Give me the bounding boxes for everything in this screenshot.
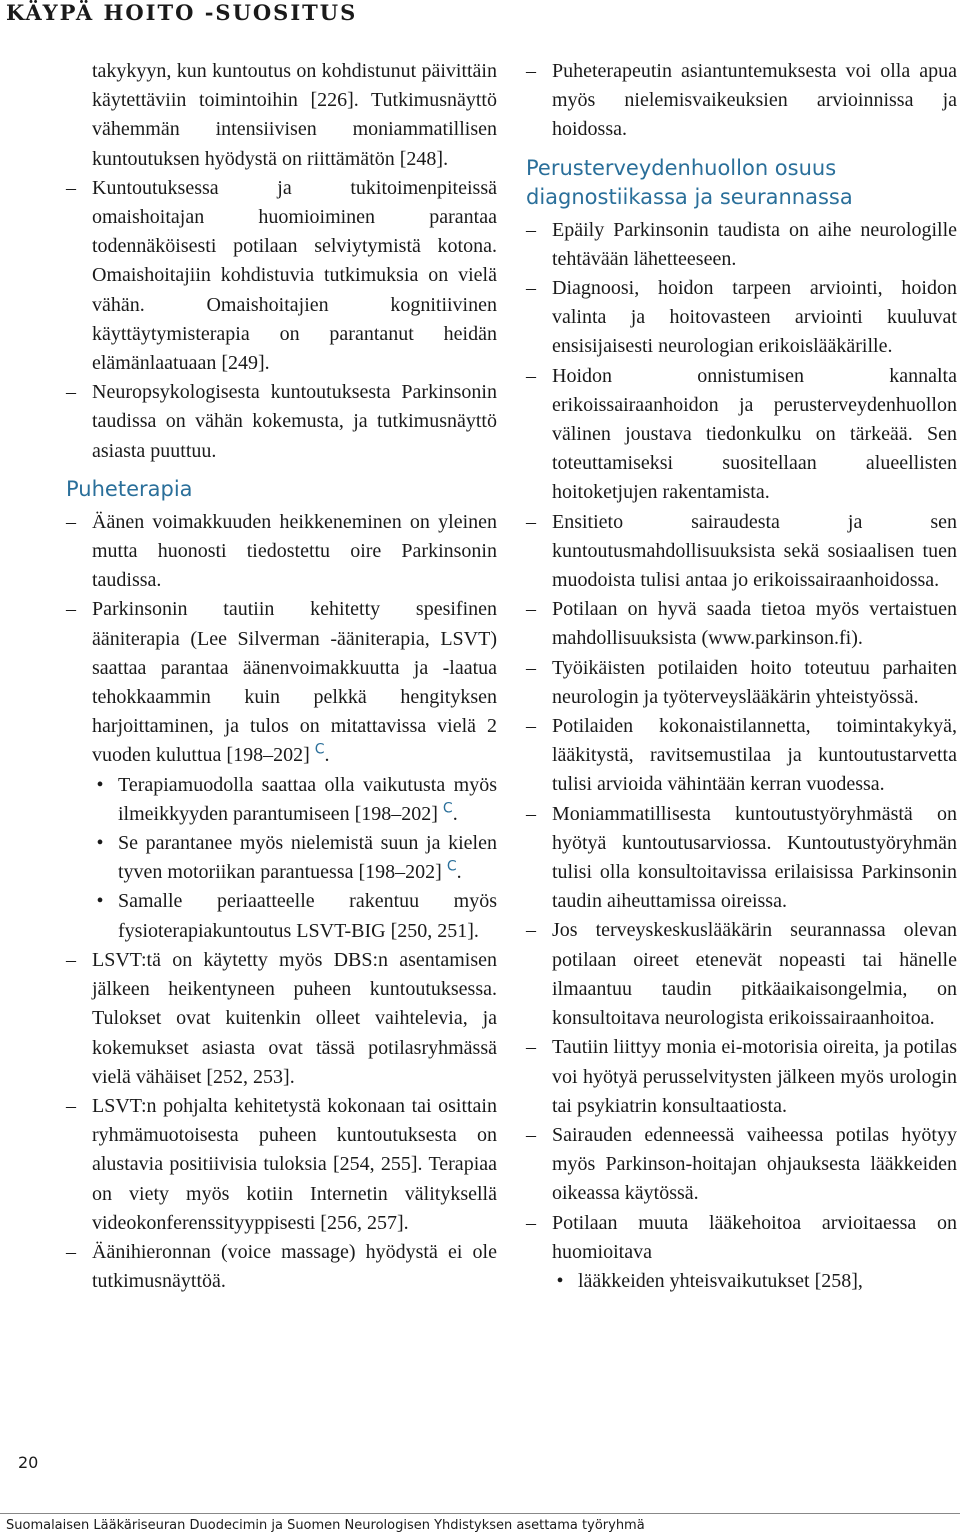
bullet-marker: • (96, 890, 104, 913)
period: . (452, 802, 458, 825)
list-item (526, 712, 957, 800)
list-item (526, 1121, 957, 1209)
sub-list-item (96, 887, 497, 945)
list-item (526, 216, 957, 274)
dash-marker: – (66, 948, 76, 971)
dash-marker: – (526, 802, 536, 825)
dash-marker: – (526, 510, 536, 533)
list-item-text: Kuntoutuksessa ja tukitoimenpiteissä omaishoitajan huomioiminen parantaa todennäköisesti potilaan selviytymistä kotona. Omaishoitajiin kohdistuvia tutkimuksia on vielä vähän. Omaishoitajien kognitiivinen käyttäytymisterapia on parantanut heidän elämänlaatuaan [249]. (92, 176, 497, 375)
list-item-text: Potilaan on hyvä saada tietoa myös vertaistuen mahdollisuuksista (www.parkinson.fi). (552, 598, 957, 650)
page-number: 20 (18, 1453, 39, 1472)
dash-marker: – (66, 1240, 76, 1263)
evidence-grade-badge: C (314, 741, 325, 758)
left-column (66, 57, 497, 1296)
right-column (526, 57, 957, 1296)
list-item-text: Tautiin liittyy monia ei-motorisia oireita, ja potilas voi hyötyä perusselvitysten jälkeen myös urologin tai psykiatrin konsultaatiosta. (552, 1036, 957, 1117)
dash-marker: – (526, 1211, 536, 1234)
list-item-text: Moniammatillisesta kuntoutustyöryhmästä on hyötyä kuntoutusarviossa. Kuntoutustyöryhmän tulisi olla konsultoitavissa erilaisissa Parkinsonin taudin aiheuttamissa oireissa. (552, 802, 957, 913)
dash-marker: – (66, 1094, 76, 1117)
bullet-marker: • (556, 1269, 564, 1292)
list-item-text: Ensitieto sairaudesta ja sen kuntoutusmahdollisuuksista sekä sosiaalisen tuen muodoista tulisi antaa jo erikoissairaanhoidossa. (552, 510, 957, 592)
list-item (66, 946, 497, 1092)
sub-list-item-text: Samalle periaatteelle rakentuu myös fysioterapiakuntoutus LSVT-BIG [250, 251]. (118, 890, 497, 942)
sub-list-item (96, 771, 497, 829)
dash-marker: – (66, 510, 76, 533)
bullet-marker: • (96, 832, 104, 855)
list-item (526, 1209, 957, 1267)
footer-text: Suomalaisen Lääkäriseuran Duodecimin ja Suomen Neurologisen Yhdistyksen asettama työryhmä (6, 1518, 645, 1533)
list-item (526, 595, 957, 653)
dash-marker: – (526, 715, 536, 738)
list-item (66, 508, 497, 596)
sub-list-item-text: Se parantanee myös nielemistä suun ja kielen tyven motoriikan parantuessa [198–202] (118, 832, 497, 884)
dash-marker: – (66, 381, 76, 404)
list-item-text: LSVT:tä on käytetty myös DBS:n asentamisen jälkeen heikentyneen puheen kuntoutuksessa. Tulokset ovat kuitenkin olleet vaihtelevia, ja kokemukset asiasta ovat tässä potilasryhmässä vielä vähäiset [252, 253]. (92, 948, 497, 1088)
list-item (526, 916, 957, 1033)
section-heading-perusterveydenhuolto: Perusterveydenhuollon osuus diagnostiikassa ja seurannassa (526, 155, 853, 209)
dash-marker: – (526, 364, 536, 387)
sub-list-item (556, 1267, 957, 1296)
list-item-text: Jos terveyskeskuslääkärin seurannassa olevan potilaan oireet etenevät nopeasti tai hänelle ilmaantuu taudin pitkäaikaisongelmia, on konsultoitava neurologista erikoissairaanhoitoa. (552, 919, 957, 1030)
list-item-text: Sairauden edenneessä vaiheessa potilas hyötyy myös Parkinson-hoitajan ohjauksesta lääkkeiden oikeassa käytössä. (552, 1123, 957, 1205)
dash-marker: – (526, 60, 536, 82)
list-item (526, 57, 957, 145)
list-item (526, 362, 957, 508)
list-item-text: Potilaiden kokonaistilannetta, toimintakykyä, lääkitystä, ravitsemustilaa ja kuntoutustarvetta tulisi arvioida vähintään kerran vuodessa. (552, 715, 957, 796)
list-item (526, 508, 957, 596)
list-item (526, 800, 957, 917)
dash-marker: – (526, 919, 536, 942)
list-item-text: Työikäisten potilaiden hoito toteutuu parhaiten neurologin ja työterveyslääkärin yhteistyössä. (552, 656, 957, 708)
period: . (456, 861, 462, 884)
list-item-text: LSVT:n pohjalta kehitetystä kokonaan tai osittain ryhmämuotoisesta puheen kuntoutuksesta on alustavia positiivisia tuloksia [254, 255]. Terapiaa on viety myös kotiin Internetin välityksellä videokonferenssityyppisesti [256, 257]. (92, 1094, 497, 1234)
dash-marker: – (526, 218, 536, 241)
list-item (66, 378, 497, 466)
period: . (324, 744, 330, 767)
list-item-text: Äänihieronnan (voice massage) hyödystä ei ole tutkimusnäyttöä. (92, 1240, 497, 1293)
right-list (526, 216, 957, 1267)
list-item-text: Epäily Parkinsonin taudista on aihe neurologille tehtävään lähetteeseen. (552, 218, 957, 270)
list-item (526, 654, 957, 712)
list-item (526, 1033, 957, 1121)
list-item-text: Parkinsonin tautiin kehitetty spesifinen ääniterapia (Lee Silverman -ääniterapia, LSVT) saattaa parantaa äänenvoimakkuutta ja -laatua tehokkaammin kuin pelkkä hengityksen harjoittaminen, ja tulos on mitattavissa vielä 2 vuoden kuluttua [198–202] (92, 598, 497, 767)
page-footer (0, 1513, 960, 1537)
evidence-grade-badge: C (442, 800, 453, 817)
dash-marker: – (526, 1123, 536, 1146)
list-item-text: Diagnoosi, hoidon tarpeen arviointi, hoidon valinta ja hoitovasteen arviointi kuuluvat ensisijaisesti neurologian erikoislääkärille. (552, 277, 957, 358)
running-header: KÄYPÄ HOITO -SUOSITUS (6, 0, 358, 25)
intro-paragraph: takykyyn, kun kuntoutus on kohdistunut päivittäin käytettäviin toimintoihin [226]. Tutkimusnäyttö vähemmän intensiivisen moniammatillisen kuntoutuksen hyödystä on riittämätön [248]. (92, 60, 497, 170)
list-item (66, 174, 497, 378)
list-item-text: Neuropsykologisesta kuntoutuksesta Parkinsonin taudissa on vähän kokemusta, ja tutkimusnäyttö asiasta puuttuu. (92, 381, 497, 462)
list-item (66, 1092, 497, 1238)
list-item-text: Potilaan muuta lääkehoitoa arvioitaessa on huomioitava (552, 1211, 957, 1263)
sub-list-item-text: Terapiamuodolla saattaa olla vaikutusta myös ilmeikkyyden parantumiseen [198–202] (118, 773, 497, 825)
dash-marker: – (66, 598, 76, 621)
sub-list-item-text: lääkkeiden yhteisvaikutukset [258], (578, 1269, 863, 1292)
list-item-text: Äänen voimakkuuden heikkeneminen on yleinen mutta huonosti tiedostettu oire Parkinsonin taudissa. (92, 510, 497, 592)
dash-marker: – (66, 176, 76, 199)
evidence-grade-badge: C (446, 858, 457, 875)
section-heading-puheterapia: Puheterapia (66, 476, 193, 501)
dash-marker: – (526, 277, 536, 300)
bullet-marker: • (96, 773, 104, 796)
dash-marker: – (526, 656, 536, 679)
list-item-text: Hoidon onnistumisen kannalta erikoissairaanhoidon ja perusterveydenhuollon välinen joustava tiedonkulku on tärkeää. Sen toteuttamiseksi suositellaan alueellisten hoitoketjujen rakentamista. (552, 364, 957, 504)
sub-list-item (96, 829, 497, 887)
dash-marker: – (526, 1036, 536, 1059)
list-item (66, 1238, 497, 1296)
dash-marker: – (526, 598, 536, 621)
list-item-text: Puheterapeutin asiantuntemuksesta voi olla apua myös nielemisvaikeuksien arvioinnissa ja hoidossa. (552, 60, 957, 141)
list-item (526, 274, 957, 362)
list-item (66, 595, 497, 770)
